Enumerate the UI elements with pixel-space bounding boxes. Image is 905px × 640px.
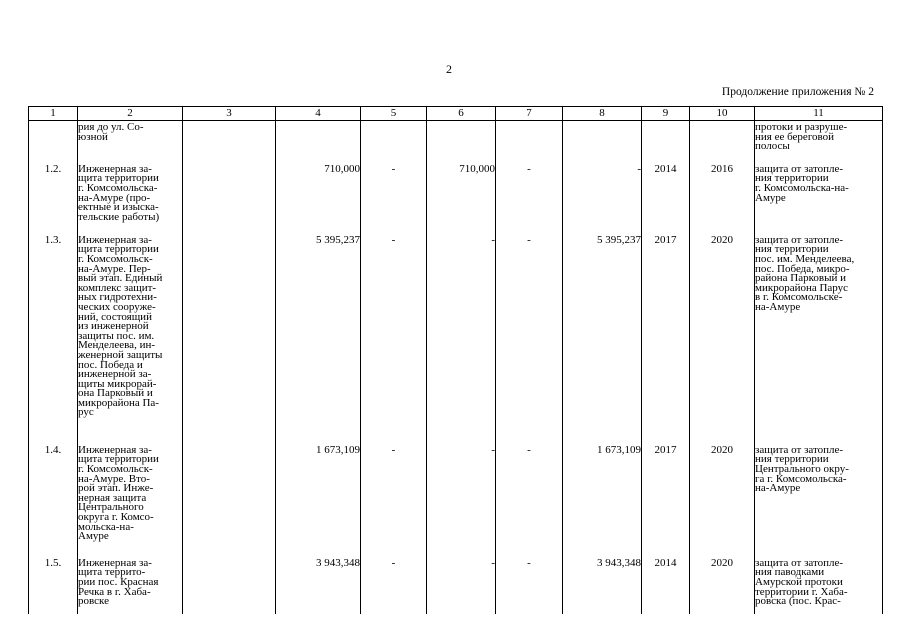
name-line: щита территории	[78, 453, 159, 466]
header-col-6: 6	[427, 107, 496, 121]
name-line: пос. Победа и	[78, 358, 143, 371]
cell-name	[78, 442, 183, 555]
cell-4: 710,000	[276, 161, 361, 232]
purpose-line: района Парковый и	[755, 272, 847, 285]
cell-4: 3 943,348	[276, 555, 361, 614]
cell-9: 2014	[642, 161, 690, 232]
purpose-line: защита от затопле-	[755, 233, 844, 246]
cell-5: -	[361, 555, 427, 614]
name-line: округа г. Комсо-	[78, 510, 154, 523]
cell-num: 1.2.	[29, 161, 78, 232]
cell-name	[78, 121, 183, 161]
cell-10: 2020	[690, 442, 755, 555]
cell-9: 2014	[642, 555, 690, 614]
name-line: защиты пос. им.	[78, 329, 155, 342]
cell-9: 2017	[642, 232, 690, 442]
name-line: на-Амуре. Вто-	[78, 472, 150, 485]
cell-purpose	[755, 161, 883, 232]
name-line: ных гидротехни-	[78, 291, 157, 304]
purpose-line: га г. Комсомольска-	[755, 472, 847, 485]
purpose-line: полосы	[755, 140, 790, 153]
cell-num	[29, 121, 78, 161]
purpose-line: пос. им. Менделеева,	[755, 252, 855, 265]
header-col-4: 4	[276, 107, 361, 121]
name-line: на-Амуре (про-	[78, 191, 151, 204]
cell-3	[183, 555, 276, 614]
purpose-line: г. Комсомольска-на-	[755, 181, 849, 194]
name-line: г. Комсомольск-	[78, 462, 153, 475]
purpose-line: защита от затопле-	[755, 443, 844, 456]
purpose-line: защита от затопле-	[755, 162, 844, 175]
cell-3	[183, 232, 276, 442]
cell-8: 5 395,237	[563, 232, 642, 442]
header-col-10: 10	[690, 107, 755, 121]
cell-num: 1.4.	[29, 442, 78, 555]
cell-7: -	[496, 442, 563, 555]
header-col-7: 7	[496, 107, 563, 121]
cell-name	[78, 161, 183, 232]
header-col-9: 9	[642, 107, 690, 121]
header-row	[29, 107, 883, 121]
header-col-3: 3	[183, 107, 276, 121]
cell-purpose	[755, 121, 883, 161]
cell-10: 2020	[690, 232, 755, 442]
cell-name	[78, 555, 183, 614]
cell-7: -	[496, 232, 563, 442]
cell-5: -	[361, 232, 427, 442]
name-line: Инженерная за-	[78, 556, 152, 569]
cell-9: 2017	[642, 442, 690, 555]
table-row-continuation	[29, 121, 883, 161]
name-line: ектные и изыска-	[78, 201, 159, 214]
name-line: рия до ул. Со-	[78, 121, 144, 133]
cell-8: 1 673,109	[563, 442, 642, 555]
cell-3	[183, 161, 276, 232]
cell-purpose	[755, 232, 883, 442]
name-line: щита территории	[78, 243, 159, 256]
name-line: щита террито-	[78, 566, 146, 579]
appendix-table	[28, 106, 883, 614]
cell-5: -	[361, 161, 427, 232]
cell-4: 5 395,237	[276, 232, 361, 442]
table-row	[29, 442, 883, 555]
name-line: ческих сооруже-	[78, 300, 156, 313]
header-col-11: 11	[755, 107, 883, 121]
name-line: юзной	[78, 130, 108, 143]
cell-purpose	[755, 442, 883, 555]
cell-num: 1.3.	[29, 232, 78, 442]
name-line: рой этап. Инже-	[78, 482, 154, 495]
name-line: ровске	[78, 595, 109, 608]
purpose-line: Амуре	[755, 191, 786, 204]
purpose-line: ния ее береговой	[755, 130, 835, 143]
name-line: ний, состоящий	[78, 310, 152, 323]
header-col-1: 1	[29, 107, 78, 121]
name-line: Речка в г. Хаба-	[78, 585, 151, 598]
header-col-5: 5	[361, 107, 427, 121]
cell-6	[427, 121, 496, 161]
purpose-line: на-Амуре	[755, 482, 801, 495]
name-line: Амуре	[78, 530, 109, 543]
page-number: 2	[446, 62, 452, 76]
cell-10	[690, 121, 755, 161]
name-line: инженерной за-	[78, 368, 152, 381]
cell-6: -	[427, 442, 496, 555]
purpose-line: защита от затопле-	[755, 556, 844, 569]
cell-8	[563, 121, 642, 161]
table-row	[29, 161, 883, 232]
cell-7: -	[496, 161, 563, 232]
name-line: г. Комсомольска-	[78, 181, 158, 194]
name-line: она Парковый и	[78, 387, 153, 400]
cell-3	[183, 121, 276, 161]
cell-4	[276, 121, 361, 161]
purpose-line: Центрального окру-	[755, 462, 849, 475]
table-row	[29, 555, 883, 614]
name-line: щита территории	[78, 172, 159, 185]
purpose-line: Амурской протоки	[755, 575, 843, 588]
name-line: Инженерная за-	[78, 443, 152, 456]
purpose-line: ния территории	[755, 453, 829, 466]
cell-7: -	[496, 555, 563, 614]
cell-4: 1 673,109	[276, 442, 361, 555]
name-line: нерная защита	[78, 491, 147, 504]
purpose-line: протоки и разруше-	[755, 121, 848, 133]
name-line: на-Амуре. Пер-	[78, 262, 151, 275]
name-line: женерной защиты	[78, 348, 163, 361]
cell-purpose	[755, 555, 883, 614]
cell-8: -	[563, 161, 642, 232]
purpose-line: ровска (пос. Крас-	[755, 595, 841, 608]
cell-9	[642, 121, 690, 161]
cell-5	[361, 121, 427, 161]
header-col-2: 2	[78, 107, 183, 121]
header-col-8: 8	[563, 107, 642, 121]
name-line: рус	[78, 406, 94, 419]
cell-8: 3 943,348	[563, 555, 642, 614]
name-line: Инженерная за-	[78, 233, 152, 246]
purpose-line: ния территории	[755, 172, 829, 185]
name-line: г. Комсомольск-	[78, 252, 153, 265]
name-line: мольска-на-	[78, 520, 134, 533]
purpose-line: пос. Победа, микро-	[755, 262, 850, 275]
cell-6: 710,000	[427, 161, 496, 232]
name-line: из инженерной	[78, 320, 149, 333]
purpose-line: территории г. Хаба-	[755, 585, 848, 598]
name-line: тельские работы)	[78, 210, 160, 223]
cell-6: -	[427, 232, 496, 442]
purpose-line: ния территории	[755, 243, 829, 256]
name-line: вый этап. Единый	[78, 272, 163, 285]
name-line: микрорайона Па-	[78, 396, 159, 409]
name-line: щиты микрорай-	[78, 377, 157, 390]
name-line: комплекс защит-	[78, 281, 157, 294]
name-line: Менделеева, ин-	[78, 339, 156, 352]
purpose-line: на-Амуре	[755, 300, 801, 313]
table-row	[29, 232, 883, 442]
cell-10: 2020	[690, 555, 755, 614]
purpose-line: ния паводками	[755, 566, 825, 579]
name-line: рии пос. Красная	[78, 575, 159, 588]
cell-3	[183, 442, 276, 555]
purpose-line: в г. Комсомольске-	[755, 291, 843, 304]
purpose-line: микрорайона Парус	[755, 281, 849, 294]
name-line: Центрального	[78, 501, 144, 514]
cell-num: 1.5.	[29, 555, 78, 614]
cell-10: 2016	[690, 161, 755, 232]
cell-name	[78, 232, 183, 442]
cell-5: -	[361, 442, 427, 555]
name-line: Инженерная за-	[78, 162, 152, 175]
appendix-continuation-caption: Продолжение приложения № 2	[721, 86, 874, 98]
cell-6: -	[427, 555, 496, 614]
cell-7	[496, 121, 563, 161]
